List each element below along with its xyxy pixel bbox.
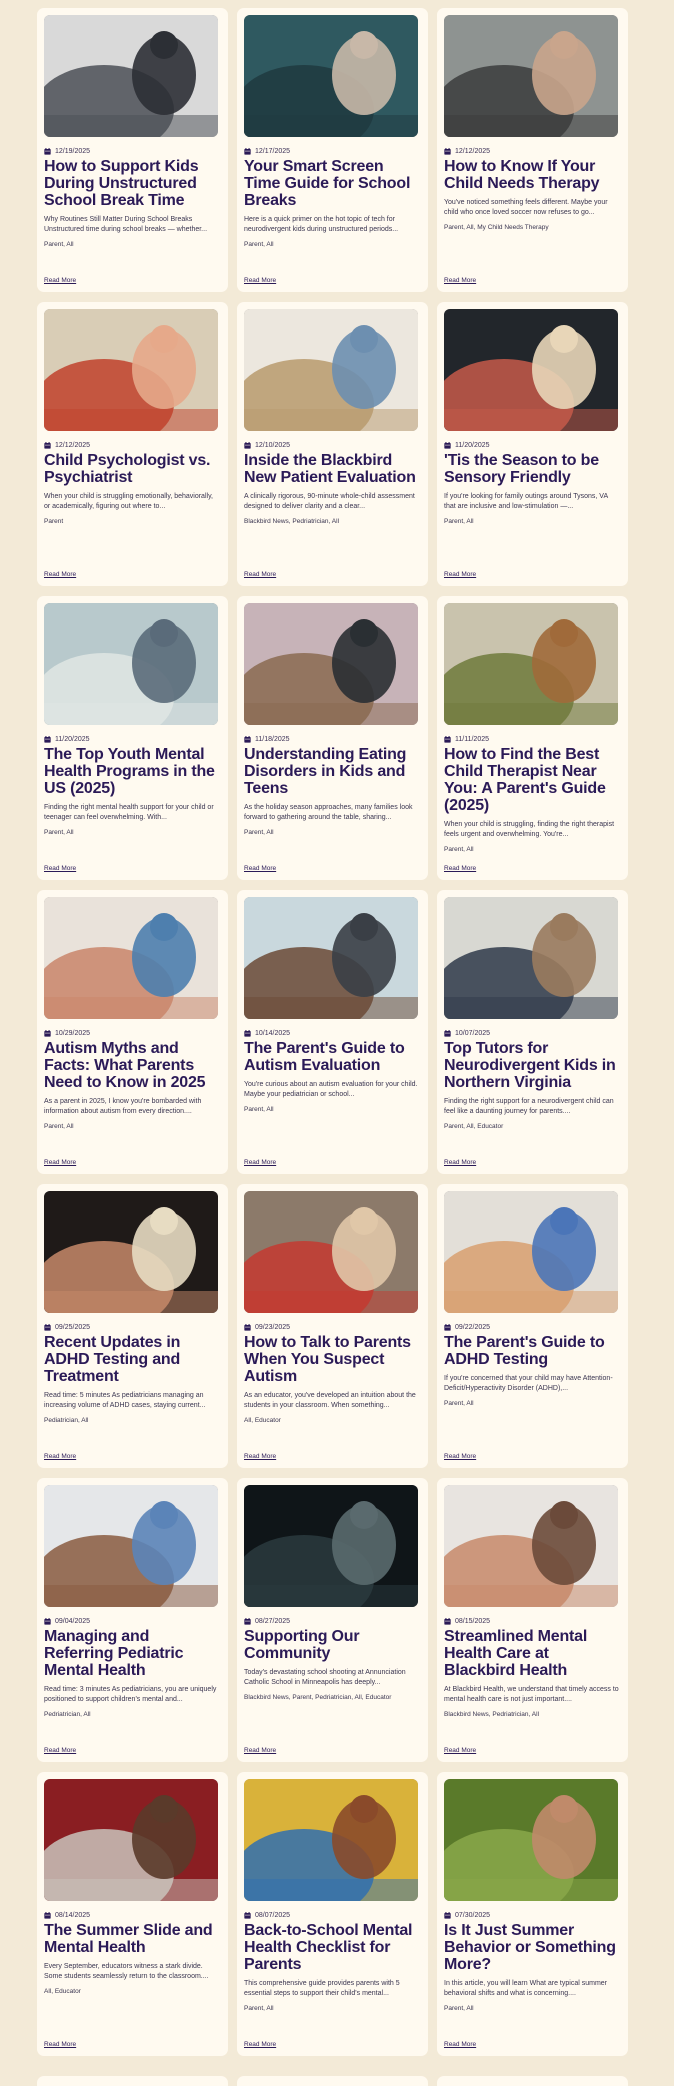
blog-card[interactable] (37, 8, 228, 292)
post-title[interactable]: How to Support Kids During Unstructured School Break Time (44, 158, 199, 209)
article-thumbnail[interactable] (44, 897, 218, 1019)
post-tags[interactable]: Parent, All (244, 2005, 274, 2012)
calendar-icon (444, 1618, 451, 1625)
read-more-link[interactable]: Read More (444, 2041, 477, 2048)
post-date: 09/04/2025 (55, 1617, 91, 1625)
blog-card[interactable] (437, 1772, 628, 2056)
article-thumbnail[interactable] (444, 1191, 618, 1313)
post-tags[interactable]: Parent, All (444, 518, 474, 525)
post-date: 09/25/2025 (55, 1323, 91, 1331)
date-row (244, 440, 421, 450)
article-thumbnail[interactable] (244, 1779, 418, 1901)
blog-card[interactable] (237, 890, 428, 1174)
post-excerpt: Read time: 3 minutes As pediatricians, you are uniquely positioned to support children's mental and... (44, 1686, 217, 1703)
read-more-link[interactable]: Read More (44, 1453, 77, 1460)
blog-card[interactable] (437, 890, 628, 1174)
read-more-link[interactable]: Read More (244, 277, 277, 284)
article-thumbnail[interactable] (244, 1191, 418, 1313)
post-title[interactable]: Understanding Eating Disorders in Kids and Teens (244, 746, 407, 797)
post-excerpt: Here is a quick primer on the hot topic of tech for neurodivergent kids during unstructured periods... (244, 216, 399, 233)
post-date: 11/18/2025 (255, 735, 290, 743)
article-thumbnail[interactable] (44, 1485, 218, 1607)
post-title[interactable]: How to Talk to Parents When You Suspect Autism (244, 1334, 411, 1385)
post-date: 12/12/2025 (55, 441, 91, 449)
article-thumbnail[interactable] (244, 603, 418, 725)
calendar-icon (44, 736, 51, 743)
post-tags[interactable]: Parent, All, My Child Needs Therapy (444, 224, 549, 231)
post-title[interactable]: Your Smart Screen Time Guide for School Breaks (244, 158, 411, 209)
blog-card[interactable] (37, 596, 228, 880)
read-more-link[interactable]: Read More (44, 865, 77, 872)
read-more-link[interactable]: Read More (244, 2041, 277, 2048)
post-excerpt: This comprehensive guide provides parents with 5 essential steps to support their child's mental... (244, 1980, 400, 1997)
article-thumbnail[interactable] (444, 309, 618, 431)
post-tags[interactable]: Parent (44, 518, 64, 525)
blog-card[interactable] (37, 890, 228, 1174)
post-excerpt: As a parent in 2025, I know you're bombarded with information about autism from every direction.... (44, 1098, 202, 1115)
post-excerpt: If you're looking for family outings around Tysons, VA that are inclusive and low-stimulation —... (444, 493, 608, 510)
post-date: 08/07/2025 (255, 1911, 291, 1919)
calendar-icon (444, 1324, 451, 1331)
read-more-link[interactable]: Read More (44, 1747, 77, 1754)
post-tags[interactable]: Blackbird News, Parent, Pedriatrician, All, Educator (244, 1694, 392, 1701)
article-thumbnail[interactable] (44, 309, 218, 431)
post-date: 09/23/2025 (255, 1323, 291, 1331)
calendar-icon (444, 442, 451, 449)
read-more-link[interactable]: Read More (444, 865, 477, 872)
read-more-link[interactable]: Read More (444, 1453, 477, 1460)
next-card-edge (237, 2076, 428, 2086)
read-more-link[interactable]: Read More (444, 571, 477, 578)
blog-card[interactable] (37, 302, 228, 586)
post-excerpt: Finding the right support for a neurodivergent child can feel like a daunting journey for parents.... (444, 1098, 614, 1115)
date-row (444, 1028, 621, 1038)
article-thumbnail[interactable] (444, 1779, 618, 1901)
next-card-edge (437, 2076, 628, 2086)
calendar-icon (44, 1324, 51, 1331)
date-row (244, 146, 421, 156)
post-excerpt: At Blackbird Health, we understand that timely access to mental health care is not just important.... (444, 1686, 619, 1703)
article-thumbnail[interactable] (444, 1485, 618, 1607)
post-date: 11/11/2025 (455, 735, 489, 743)
post-title[interactable]: The Summer Slide and Mental Health (44, 1922, 213, 1956)
post-tags[interactable]: Parent, All (444, 846, 474, 853)
blog-card[interactable] (237, 1772, 428, 2056)
post-tags[interactable]: Parent, All (244, 829, 274, 836)
post-title[interactable]: How to Know If Your Child Needs Therapy (444, 158, 600, 192)
date-row (444, 440, 621, 450)
date-row (244, 1322, 421, 1332)
post-excerpt: You're curious about an autism evaluation for your child. Maybe your pediatrician or school... (244, 1081, 418, 1098)
post-title[interactable]: Child Psychologist vs. Psychiatrist (44, 452, 211, 486)
read-more-link[interactable]: Read More (44, 1159, 77, 1166)
calendar-icon (44, 1618, 51, 1625)
date-row (44, 440, 221, 450)
calendar-icon (444, 736, 451, 743)
calendar-icon (244, 1324, 251, 1331)
blog-card[interactable] (37, 1184, 228, 1468)
post-excerpt: As an educator, you've developed an intuition about the students in your classroom. When something... (244, 1392, 416, 1409)
post-title[interactable]: How to Find the Best Child Therapist Near You: A Parent's Guide (2025) (444, 746, 606, 814)
article-thumbnail[interactable] (444, 15, 618, 137)
post-excerpt: A clinically rigorous, 90-minute whole-child assessment designed to deliver clarity and a clear... (244, 493, 415, 510)
post-tags[interactable]: Parent, All (244, 241, 274, 248)
blog-card[interactable] (37, 1478, 228, 1762)
date-row (44, 1910, 221, 1920)
post-date: 07/30/2025 (455, 1911, 491, 1919)
calendar-icon (244, 1912, 251, 1919)
date-row (444, 146, 621, 156)
post-tags[interactable]: All, Educator (44, 1988, 81, 1995)
blog-card[interactable] (437, 302, 628, 586)
article-thumbnail[interactable] (244, 1485, 418, 1607)
post-date: 12/10/2025 (255, 441, 291, 449)
date-row (244, 1616, 421, 1626)
blog-card[interactable] (437, 1184, 628, 1468)
read-more-link[interactable]: Read More (444, 1159, 477, 1166)
post-excerpt: Every September, educators witness a stark divide. Some students seamlessly return to the classroom.... (44, 1963, 209, 1980)
post-tags[interactable]: Parent, All (244, 1106, 274, 1113)
calendar-icon (244, 1030, 251, 1037)
blog-card[interactable] (37, 1772, 228, 2056)
calendar-icon (244, 148, 251, 155)
post-tags[interactable]: Pediatrician, All (44, 1417, 89, 1424)
post-title[interactable]: The Parent's Guide to Autism Evaluation (244, 1040, 405, 1074)
post-tags[interactable]: Parent, All (444, 1400, 474, 1407)
article-thumbnail[interactable] (244, 15, 418, 137)
post-date: 10/14/2025 (255, 1029, 291, 1037)
post-tags[interactable]: Parent, All (44, 829, 74, 836)
calendar-icon (44, 442, 51, 449)
blog-card[interactable] (237, 302, 428, 586)
calendar-icon (444, 1030, 451, 1037)
post-excerpt: Finding the right mental health support for your child or teenager can feel overwhelming. With... (44, 804, 214, 821)
post-title[interactable]: The Top Youth Mental Health Programs in the US (2025) (44, 746, 215, 797)
post-tags[interactable]: Parent, All, Educator (444, 1123, 504, 1130)
blog-card[interactable] (237, 1184, 428, 1468)
article-thumbnail[interactable] (44, 15, 218, 137)
article-thumbnail[interactable] (444, 603, 618, 725)
read-more-link[interactable]: Read More (44, 571, 77, 578)
calendar-icon (244, 442, 251, 449)
calendar-icon (44, 1030, 51, 1037)
calendar-icon (444, 1912, 451, 1919)
date-row (44, 1028, 221, 1038)
date-row (244, 734, 421, 744)
post-tags[interactable]: Parent, All (44, 241, 74, 248)
post-tags[interactable]: All, Educator (244, 1417, 281, 1424)
calendar-icon (244, 736, 251, 743)
date-row (44, 734, 221, 744)
date-row (244, 1910, 421, 1920)
read-more-link[interactable]: Read More (244, 571, 277, 578)
post-date: 08/15/2025 (455, 1617, 491, 1625)
blog-card[interactable] (437, 8, 628, 292)
date-row (444, 734, 621, 744)
read-more-link[interactable]: Read More (44, 277, 77, 284)
post-excerpt: In this article, you will learn What are typical summer behavioral shifts and what is concerning.... (444, 1980, 607, 1997)
post-title[interactable]: The Parent's Guide to ADHD Testing (444, 1334, 605, 1368)
post-title[interactable]: Autism Myths and Facts: What Parents Need to Know in 2025 (44, 1040, 206, 1091)
blog-card-grid (37, 8, 628, 2056)
blog-card[interactable] (237, 596, 428, 880)
post-date: 12/19/2025 (55, 147, 91, 155)
blog-card[interactable] (437, 596, 628, 880)
post-title[interactable]: Supporting Our Community (244, 1628, 360, 1662)
date-row (444, 1616, 621, 1626)
date-row (44, 146, 221, 156)
date-row (44, 1322, 221, 1332)
calendar-icon (44, 1912, 51, 1919)
read-more-link[interactable]: Read More (444, 1747, 477, 1754)
post-excerpt: Read time: 5 minutes As pediatricians managing an increasing volume of ADHD cases, staying current... (44, 1392, 206, 1409)
post-date: 08/27/2025 (255, 1617, 291, 1625)
post-title[interactable]: 'Tis the Season to be Sensory Friendly (444, 452, 599, 486)
read-more-link[interactable]: Read More (44, 2041, 77, 2048)
article-thumbnail[interactable] (44, 1191, 218, 1313)
calendar-icon (244, 1618, 251, 1625)
read-more-link[interactable]: Read More (244, 1159, 277, 1166)
post-excerpt: When your child is struggling, finding the right therapist feels urgent and overwhelming. You're... (444, 821, 615, 838)
post-tags[interactable]: Parent, All (444, 2005, 474, 2012)
post-excerpt: If you're concerned that your child may have Attention-Deficit/Hyperactivity Disorder (ADHD),... (444, 1375, 613, 1392)
read-more-link[interactable]: Read More (244, 1747, 277, 1754)
article-thumbnail[interactable] (444, 897, 618, 1019)
post-date: 08/14/2025 (55, 1911, 91, 1919)
calendar-icon (444, 148, 451, 155)
read-more-link[interactable]: Read More (244, 1453, 277, 1460)
post-excerpt: Why Routines Still Matter During School Breaks Unstructured time during school breaks — whether... (44, 216, 208, 233)
date-row (444, 1910, 621, 1920)
post-title[interactable]: Back-to-School Mental Health Checklist for Parents (244, 1922, 413, 1973)
post-title[interactable]: Inside the Blackbird New Patient Evaluation (244, 452, 416, 486)
blog-card[interactable] (437, 1478, 628, 1762)
post-title[interactable]: Recent Updates in ADHD Testing and Treatment (44, 1334, 181, 1385)
post-title[interactable]: Managing and Referring Pediatric Mental Health (44, 1628, 184, 1679)
post-date: 10/07/2025 (455, 1029, 491, 1037)
post-date: 12/17/2025 (255, 147, 291, 155)
read-more-link[interactable]: Read More (244, 865, 277, 872)
post-excerpt: You've noticed something feels different. Maybe your child who once loved soccer now refuses to go... (444, 199, 608, 216)
post-excerpt: When your child is struggling emotionally, behaviorally, or academically, figuring out where to... (44, 493, 213, 510)
post-tags[interactable]: Blackbird News, Pedriatrician, All (444, 1711, 540, 1718)
article-thumbnail[interactable] (44, 1779, 218, 1901)
post-title[interactable]: Is It Just Summer Behavior or Something More? (444, 1922, 616, 1973)
post-tags[interactable]: Parent, All (44, 1123, 74, 1130)
post-title[interactable]: Streamlined Mental Health Care at Blackbird Health (444, 1628, 588, 1679)
post-date: 11/20/2025 (455, 441, 490, 449)
date-row (44, 1616, 221, 1626)
next-card-edge (37, 2076, 228, 2086)
article-thumbnail[interactable] (244, 309, 418, 431)
article-thumbnail[interactable] (44, 603, 218, 725)
date-row (444, 1322, 621, 1332)
date-row (244, 1028, 421, 1038)
blog-card[interactable] (237, 8, 428, 292)
post-title[interactable]: Top Tutors for Neurodivergent Kids in Northern Virginia (444, 1040, 616, 1091)
post-date: 11/20/2025 (55, 735, 90, 743)
post-excerpt: Today's devastating school shooting at Annunciation Catholic School in Minneapolis has deeply... (244, 1669, 406, 1686)
post-tags[interactable]: Pedriatrician, All (44, 1711, 91, 1718)
post-excerpt: As the holiday season approaches, many families look forward to gathering around the table, sharing... (244, 804, 413, 821)
post-date: 09/22/2025 (455, 1323, 491, 1331)
blog-card[interactable] (237, 1478, 428, 1762)
article-thumbnail[interactable] (244, 897, 418, 1019)
read-more-link[interactable]: Read More (444, 277, 477, 284)
post-tags[interactable]: Blackbird News, Pedriatrician, All (244, 518, 340, 525)
post-date: 12/12/2025 (455, 147, 491, 155)
calendar-icon (44, 148, 51, 155)
post-date: 10/29/2025 (55, 1029, 91, 1037)
